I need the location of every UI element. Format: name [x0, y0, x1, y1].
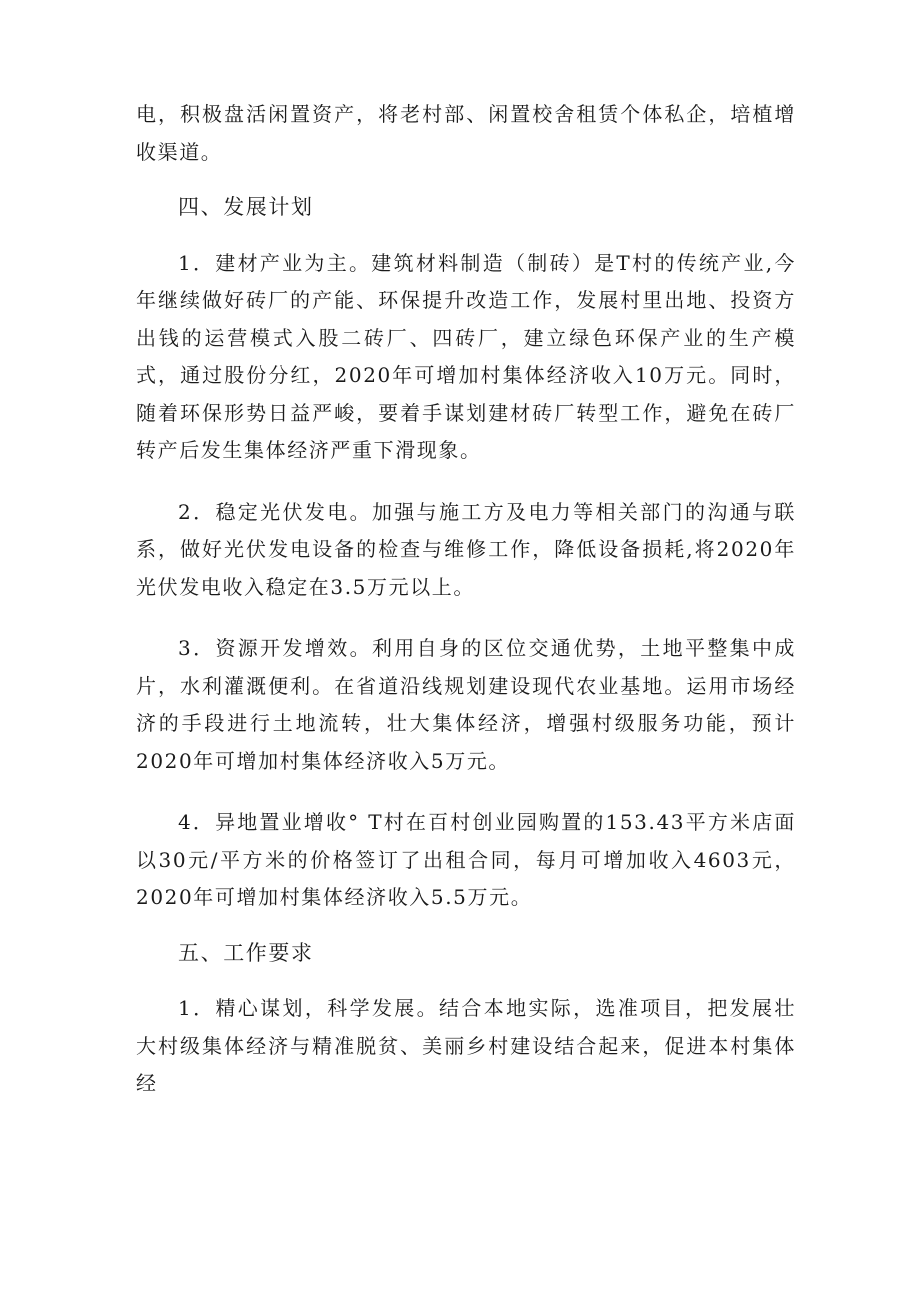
paragraph-property-income: 4．异地置业增收° T村在百村创业园购置的153.43平方米店面以30元/平方米的价格签订了出租合同，每月可增加收入4603元，2020年可增加村集体经济收入5.5万元。: [136, 810, 796, 909]
section-heading-work-requirements: 五、工作要求: [178, 940, 314, 965]
paragraph-resource-development: 3．资源开发增效。利用自身的区位交通优势，土地平整集中成片，水利灌溉便利。在省道沿线规划建设现代农业基地。运用市场经济的手段进行土地流转，壮大集体经济，增强村级服务功能，预计2020年可增加村集体经济收入5万元。: [136, 636, 796, 773]
document-body: [136, 96, 796, 1103]
paragraph-continuation: 电，积极盘活闲置资产，将老村部、闲置校舍租赁个体私企，培植增收渠道。: [136, 102, 796, 164]
section-heading-development-plan: 四、发展计划: [178, 195, 314, 219]
paragraph-building-materials: 1．建材产业为主。建筑材料制造（制砖）是T村的传统产业,今年继续做好砖厂的产能、环保提升改造工作，发展村里出地、投资方出钱的运营模式入股二砖厂、四砖厂，建立绿色环保产业的生产模式，通过股份分红，2020年可增加村集体经济收入10万元。同时，随着环保形势日益严峻，要着手谋划建材砖厂转型工作，避免在砖厂转产后发生集体经济严重下滑现象。: [136, 250, 796, 462]
paragraph-planning: 1．精心谋划，科学发展。结合本地实际，选准项目，把发展壮大村级集体经济与精准脱贫、美丽乡村建设结合起来，促进本村集体经: [136, 996, 796, 1095]
paragraph-photovoltaic: 2．稳定光伏发电。加强与施工方及电力等相关部门的沟通与联系，做好光伏发电设备的检查与维修工作，降低设备损耗,将2020年光伏发电收入稳定在3.5万元以上。: [136, 499, 796, 599]
